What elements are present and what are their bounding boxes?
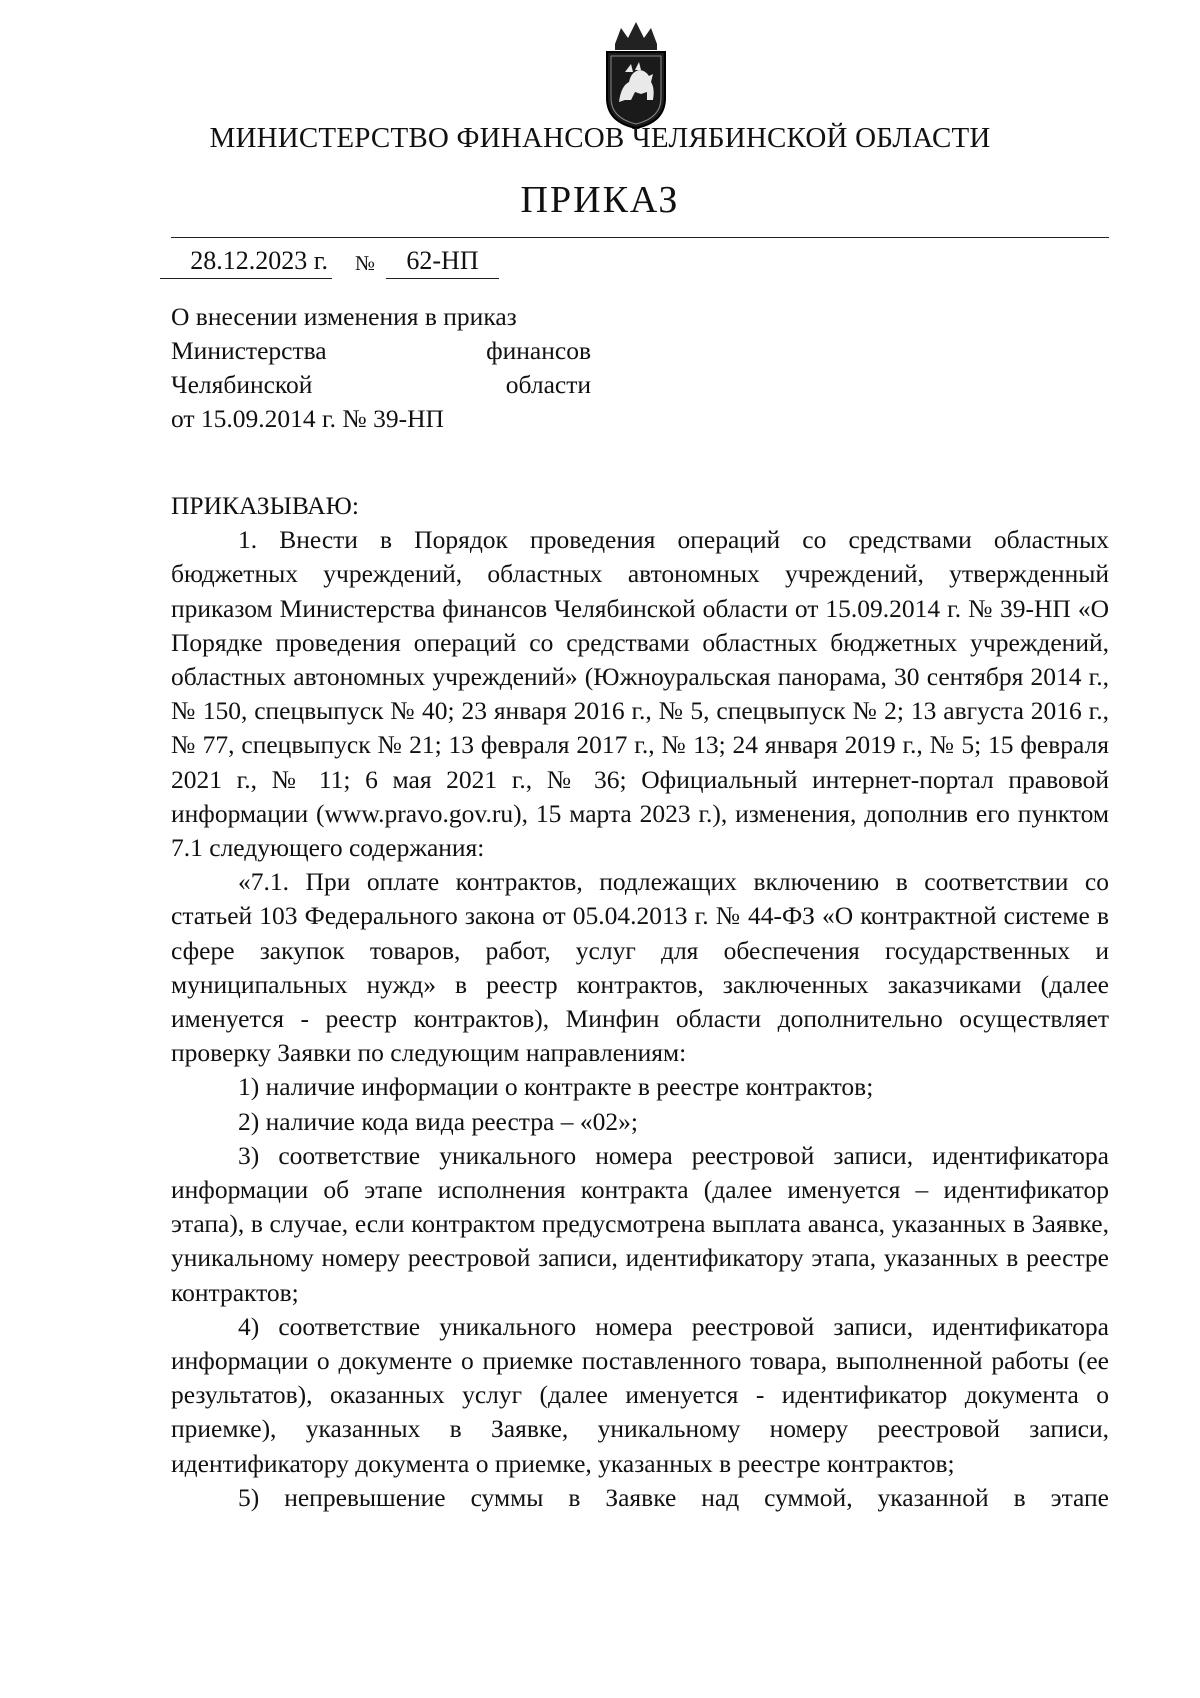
subject-text: от 15.09.2014 г. № 39-НП bbox=[171, 404, 444, 433]
subject-line bbox=[171, 334, 591, 368]
list-item-5: 5) непревышение суммы в Заявке над суммой, указанной в этапе bbox=[238, 1482, 1109, 1512]
list-item-4: 4) соответствие уникального номера реестровой записи, идентификатора информации о документе о приемке поставленного товара, выполненной работы (ее результатов), оказанных услуг (далее именуется - идентификатор документа о приемке), указанных в Заявке, уникальному номеру реестровой записи, идентификатору документа о приемке, указанных в реестре контрактов; bbox=[171, 1311, 1109, 1478]
subject-line bbox=[171, 402, 591, 436]
subject-text: О внесении изменения в приказ bbox=[171, 302, 517, 331]
header-divider bbox=[171, 237, 1109, 238]
document-number: 62-НП bbox=[386, 246, 499, 279]
document-body bbox=[171, 489, 1109, 1515]
paragraph-7-1: «7.1. При оплате контрактов, подлежащих включению в соответствии со статьей 103 Федерального закона от 05.04.2013 г. № 44-ФЗ «О контрактной системе в сфере закупок товаров, работ, услуг для обеспечения государственных и муниципальных нужд» в реестр контрактов, заключенных заказчиками (далее именуется - реестр контрактов), Минфин области дополнительно осуществляет проверку Заявки по следующим направлениям: bbox=[171, 867, 1109, 1068]
coat-of-arms-emblem bbox=[595, 14, 677, 132]
number-sign: № bbox=[355, 251, 376, 275]
document-subject bbox=[171, 300, 591, 436]
subject-text: области bbox=[505, 370, 591, 399]
paragraph-1: 1. Внести в Порядок проведения операций со средствами областных бюджетных учреждений, областных автономных учреждений, утвержденный приказом Министерства финансов Челябинской области от 15.09.2014 г. № 39-НП «О Порядке проведения операций со средствами областных бюджетных учреждений, областных автономных учреждений» (Южноуральская панорама, 30 сентября 2014 г., № 150, спецвыпуск № 40; 23 января 2016 г., № 5, спецвыпуск № 2; 13 августа 2016 г., № 77, спецвыпуск № 21; 13 февраля 2017 г., № 13; 24 января 2019 г., № 5; 15 февраля 2021 г., № 11; 6 мая 2021 г., № 36; Официальный интернет-портал правовой информации (www.pravo.gov.ru), 15 марта 2023 г.), изменения, дополнив его пунктом 7.1 следующего содержания: bbox=[171, 525, 1109, 863]
subject-text: финансов bbox=[486, 336, 591, 365]
subject-line bbox=[171, 368, 591, 402]
order-word: ПРИКАЗЫВАЮ: bbox=[171, 491, 359, 520]
subject-text: Министерства bbox=[171, 336, 327, 365]
subject-text: Челябинской bbox=[171, 370, 313, 399]
document-date: 28.12.2023 г. bbox=[160, 246, 332, 279]
document-type-title: ПРИКАЗ bbox=[520, 179, 680, 221]
list-item-2: 2) наличие кода вида реестра – «02»; bbox=[238, 1106, 638, 1136]
list-item-3: 3) соответствие уникального номера реестровой записи, идентификатора информации об этапе исполнения контракта (далее именуется – идентификатор этапа), в случае, если контрактом предусмотрена выплата аванса, указанных в Заявке, уникальному номеру реестровой записи, идентификатору этапа, указанных в реестре контрактов; bbox=[171, 1140, 1109, 1307]
ministry-name: МИНИСТЕРСТВО ФИНАНСОВ ЧЕЛЯБИНСКОЙ ОБЛАСТИ bbox=[209, 122, 991, 154]
list-item-1: 1) наличие информации о контракте в реестре контрактов; bbox=[238, 1072, 874, 1102]
subject-line bbox=[171, 300, 591, 334]
